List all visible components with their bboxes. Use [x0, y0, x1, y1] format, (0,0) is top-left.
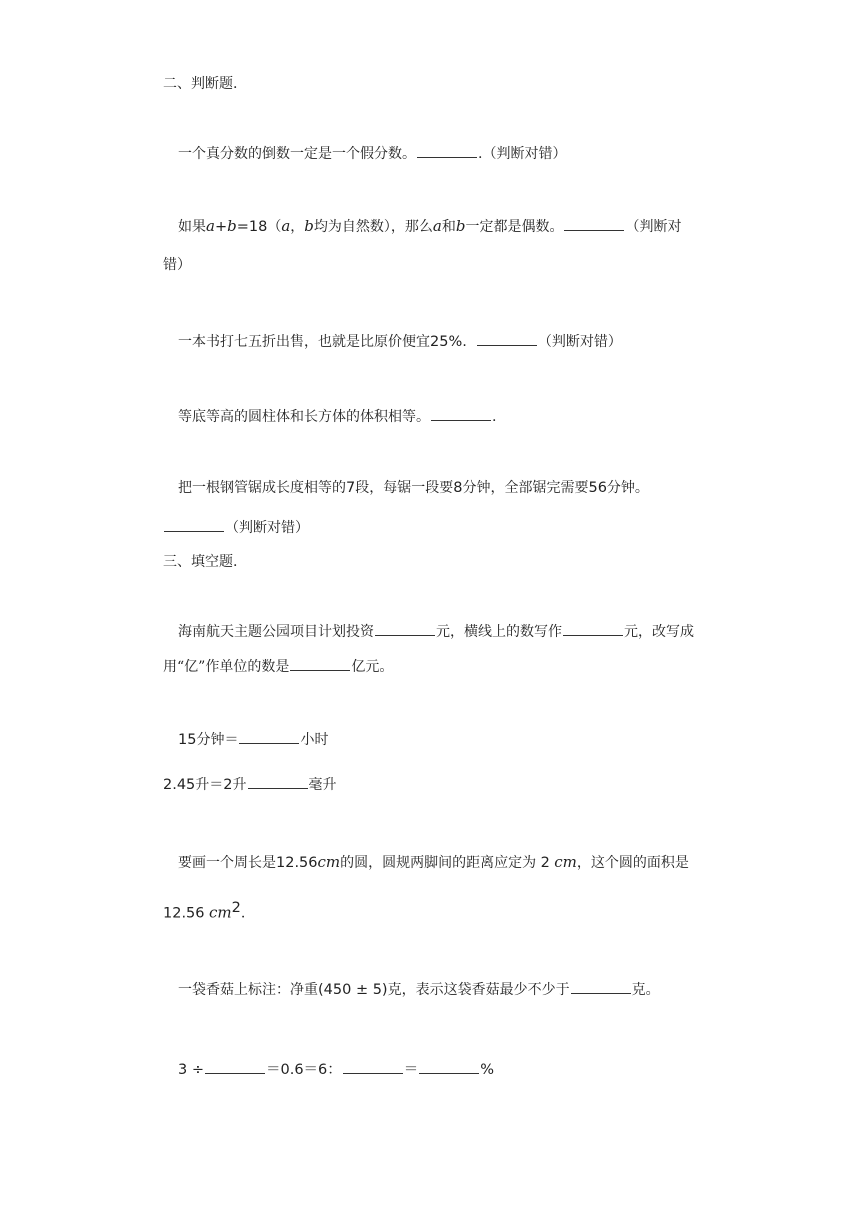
question-judge-5: 把一根钢管锯成长度相等的7段，每锯一段要8分钟，全部锯完需要56分钟。 — [178, 480, 649, 496]
question-fill-4: 要画一个周长是12.56cm的圆，圆规两脚间的距离应定为 2 cm，这个圆的面积是 — [178, 853, 689, 871]
answer-blank[interactable] — [563, 621, 623, 636]
question-judge-5-cont: （判断对错） — [163, 517, 309, 537]
section-fill-heading: 三、填空题. — [163, 554, 238, 570]
question-judge-1: 一个真分数的倒数一定是一个假分数。 .（判断对错） — [178, 143, 566, 163]
question-fill-2: 15分钟＝ 小时 — [178, 729, 328, 749]
question-fill-4-cont: 12.56 $cm^2$. — [163, 900, 246, 922]
answer-blank[interactable] — [248, 774, 308, 789]
answer-blank[interactable] — [564, 216, 624, 231]
answer-blank[interactable] — [205, 1059, 265, 1074]
answer-blank[interactable] — [164, 517, 224, 532]
question-fill-5: 一袋香菇上标注：净重(450 ± 5)克，表示这袋香菇最少不少于 克。 — [178, 979, 660, 999]
answer-blank[interactable] — [239, 729, 299, 744]
question-judge-3: 一本书打七五折出售，也就是比原价便宜25%. （判断对错） — [178, 331, 622, 351]
question-fill-1: 海南航天主题公园项目计划投资 元，横线上的数写作 元，改写成 — [178, 621, 694, 641]
answer-blank[interactable] — [290, 656, 350, 671]
question-fill-3: 2.45升＝2升 毫升 — [163, 774, 337, 794]
answer-blank[interactable] — [417, 143, 477, 158]
answer-blank[interactable] — [477, 331, 537, 346]
answer-blank[interactable] — [419, 1059, 479, 1074]
answer-blank[interactable] — [375, 621, 435, 636]
answer-blank[interactable] — [431, 406, 491, 421]
question-judge-4: 等底等高的圆柱体和长方体的体积相等。 . — [178, 406, 496, 426]
answer-blank[interactable] — [343, 1059, 403, 1074]
section-judge-heading: 二、判断题. — [163, 76, 238, 92]
question-judge-2-cont: 错） — [163, 257, 191, 273]
question-fill-1-cont: 用“亿”作单位的数是 亿元。 — [163, 656, 393, 676]
question-judge-2: 如果a+b=18（a，b均为自然数），那么a和b一定都是偶数。 （判断对 — [178, 217, 682, 235]
answer-blank[interactable] — [571, 979, 631, 994]
question-fill-6: 3 ÷ ＝0.6＝6： ＝ % — [178, 1059, 494, 1079]
